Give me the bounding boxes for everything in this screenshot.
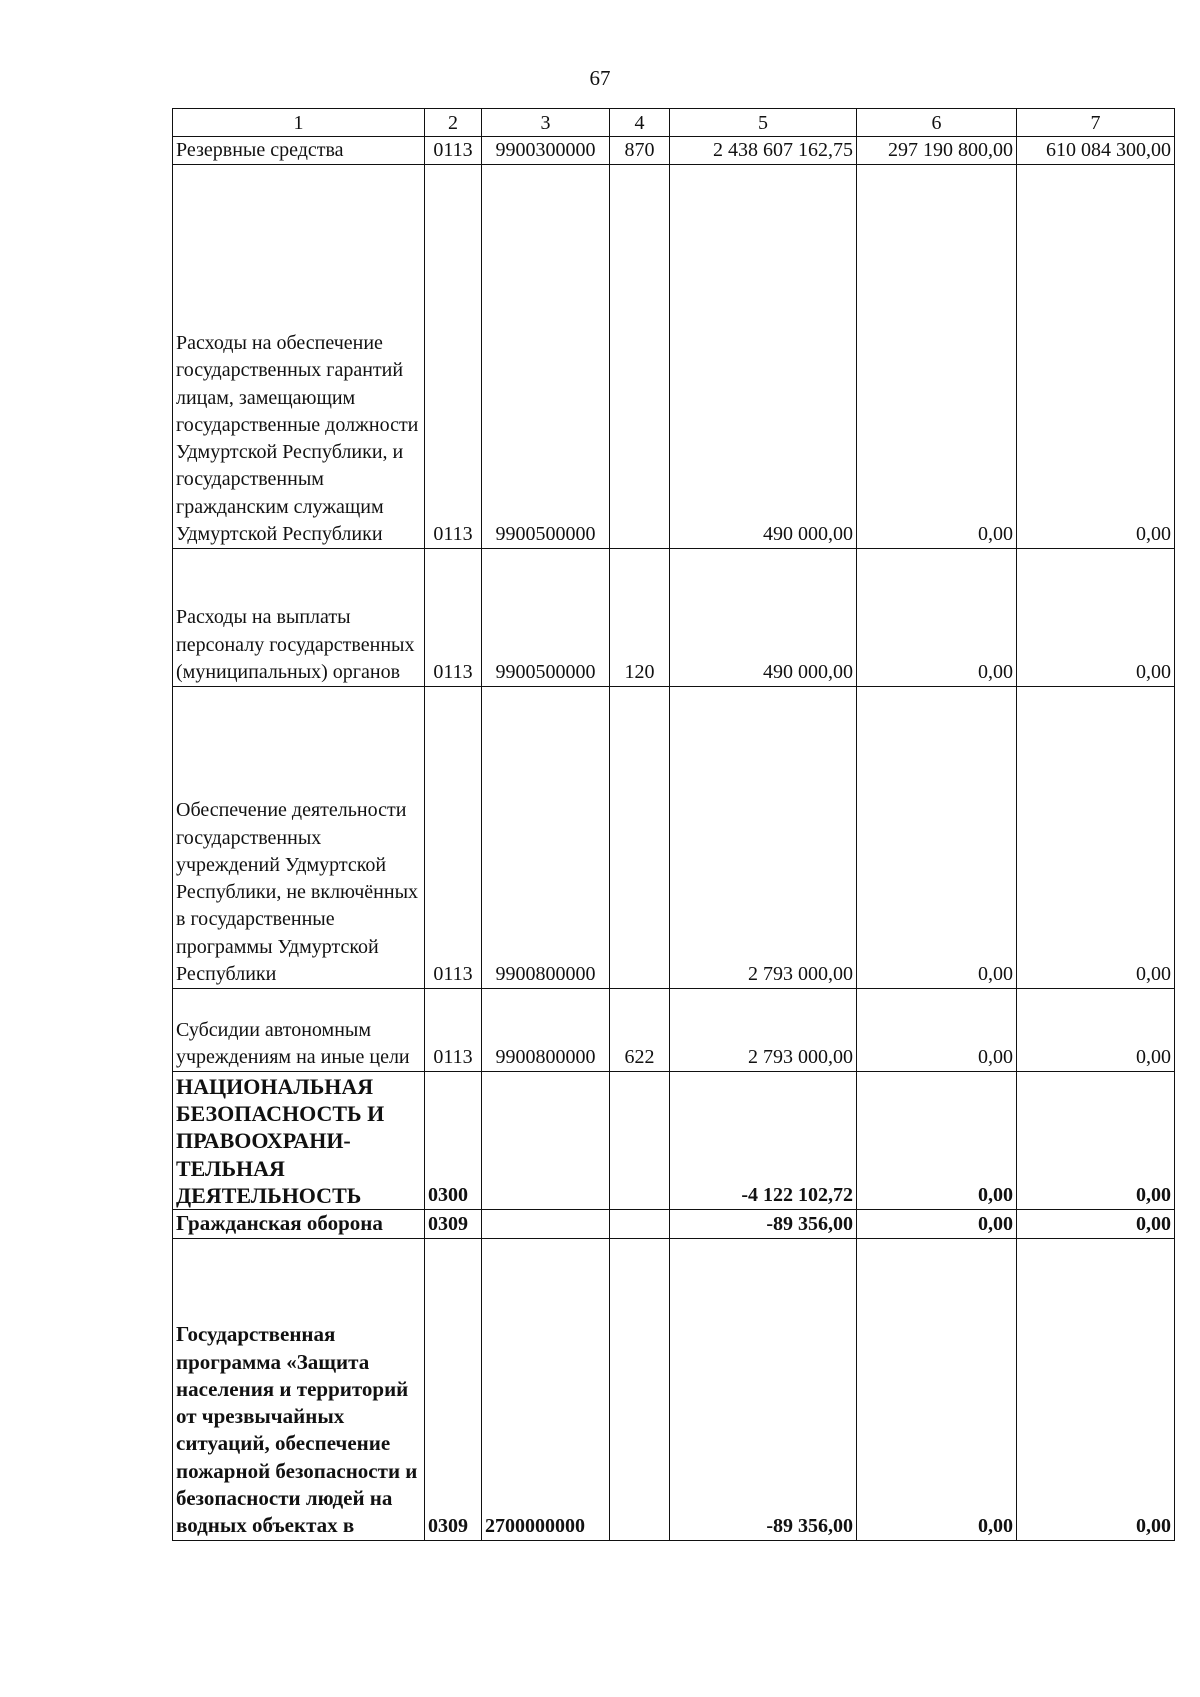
row-amount-1: -89 356,00 [670, 1238, 857, 1540]
row-amount-1: 2 438 607 162,75 [670, 137, 857, 165]
row-amount-3: 610 084 300,00 [1017, 137, 1175, 165]
header-col-2: 2 [425, 109, 482, 137]
row-amount-2: 297 190 800,00 [857, 137, 1017, 165]
row-expense-type [610, 1210, 670, 1238]
row-expense-type: 622 [610, 989, 670, 1072]
row-section-code: 0300 [425, 1072, 482, 1210]
row-name: Резервные средства [173, 137, 425, 165]
row-name: Субсидии автономным учреждениям на иные цели [173, 989, 425, 1072]
row-name: Государственная программа «Защита населения и территорий от чрезвычайных ситуаций, обеспечение пожарной безопасности и безопасности людей на водных объектах в [173, 1238, 425, 1540]
row-target-code: 9900800000 [482, 989, 610, 1072]
row-amount-2: 0,00 [857, 989, 1017, 1072]
row-section-code: 0113 [425, 687, 482, 989]
table-row [173, 989, 1175, 1072]
table-row [173, 137, 1175, 165]
header-col-1: 1 [173, 109, 425, 137]
header-col-3: 3 [482, 109, 610, 137]
row-amount-3: 0,00 [1017, 989, 1175, 1072]
row-target-code [482, 1210, 610, 1238]
row-target-code: 2700000000 [482, 1238, 610, 1540]
row-target-code: 9900500000 [482, 549, 610, 687]
row-target-code [482, 1072, 610, 1210]
row-expense-type: 120 [610, 549, 670, 687]
table-row [173, 165, 1175, 549]
row-section-code: 0309 [425, 1210, 482, 1238]
row-section-code: 0113 [425, 165, 482, 549]
row-target-code: 9900800000 [482, 687, 610, 989]
row-amount-1: 2 793 000,00 [670, 989, 857, 1072]
table-row [173, 1210, 1175, 1238]
row-amount-2: 0,00 [857, 687, 1017, 989]
header-col-5: 5 [670, 109, 857, 137]
table-row [173, 549, 1175, 687]
row-amount-1: 490 000,00 [670, 549, 857, 687]
row-amount-2: 0,00 [857, 549, 1017, 687]
table-row [173, 1238, 1175, 1540]
table-row [173, 687, 1175, 989]
row-amount-3: 0,00 [1017, 1238, 1175, 1540]
row-target-code: 9900500000 [482, 165, 610, 549]
row-amount-2: 0,00 [857, 165, 1017, 549]
row-amount-1: 2 793 000,00 [670, 687, 857, 989]
row-expense-type [610, 1072, 670, 1210]
row-amount-2: 0,00 [857, 1210, 1017, 1238]
row-amount-3: 0,00 [1017, 1210, 1175, 1238]
row-amount-3: 0,00 [1017, 687, 1175, 989]
row-expense-type: 870 [610, 137, 670, 165]
row-section-code: 0113 [425, 549, 482, 687]
row-amount-3: 0,00 [1017, 1072, 1175, 1210]
row-name: Гражданская оборона [173, 1210, 425, 1238]
row-amount-2: 0,00 [857, 1072, 1017, 1210]
row-expense-type [610, 687, 670, 989]
budget-table [172, 108, 1175, 1541]
row-section-code: 0113 [425, 137, 482, 165]
row-amount-1: -4 122 102,72 [670, 1072, 857, 1210]
row-expense-type [610, 1238, 670, 1540]
header-col-4: 4 [610, 109, 670, 137]
row-section-code: 0113 [425, 989, 482, 1072]
row-amount-1: -89 356,00 [670, 1210, 857, 1238]
table-header-row [173, 109, 1175, 137]
row-expense-type [610, 165, 670, 549]
header-col-6: 6 [857, 109, 1017, 137]
row-section-code: 0309 [425, 1238, 482, 1540]
row-amount-1: 490 000,00 [670, 165, 857, 549]
row-name: Обеспечение деятельности государственных учреждений Удмуртской Республики, не включённых в государственные программы Удмуртской Республики [173, 687, 425, 989]
page-number: 67 [589, 66, 611, 90]
row-name: Расходы на выплаты персоналу государственных (муниципальных) органов [173, 549, 425, 687]
row-name: Расходы на обеспечение государственных гарантий лицам, замещающим государственные должности Удмуртской Республики, и государственным гражданским служащим Удмуртской Республики [173, 165, 425, 549]
table-row [173, 1072, 1175, 1210]
row-amount-3: 0,00 [1017, 549, 1175, 687]
header-col-7: 7 [1017, 109, 1175, 137]
row-amount-3: 0,00 [1017, 165, 1175, 549]
row-name: НАЦИОНАЛЬНАЯ БЕЗОПАСНОСТЬ И ПРАВООХРАНИ-ТЕЛЬНАЯ ДЕЯТЕЛЬНОСТЬ [173, 1072, 425, 1210]
row-amount-2: 0,00 [857, 1238, 1017, 1540]
row-target-code: 9900300000 [482, 137, 610, 165]
